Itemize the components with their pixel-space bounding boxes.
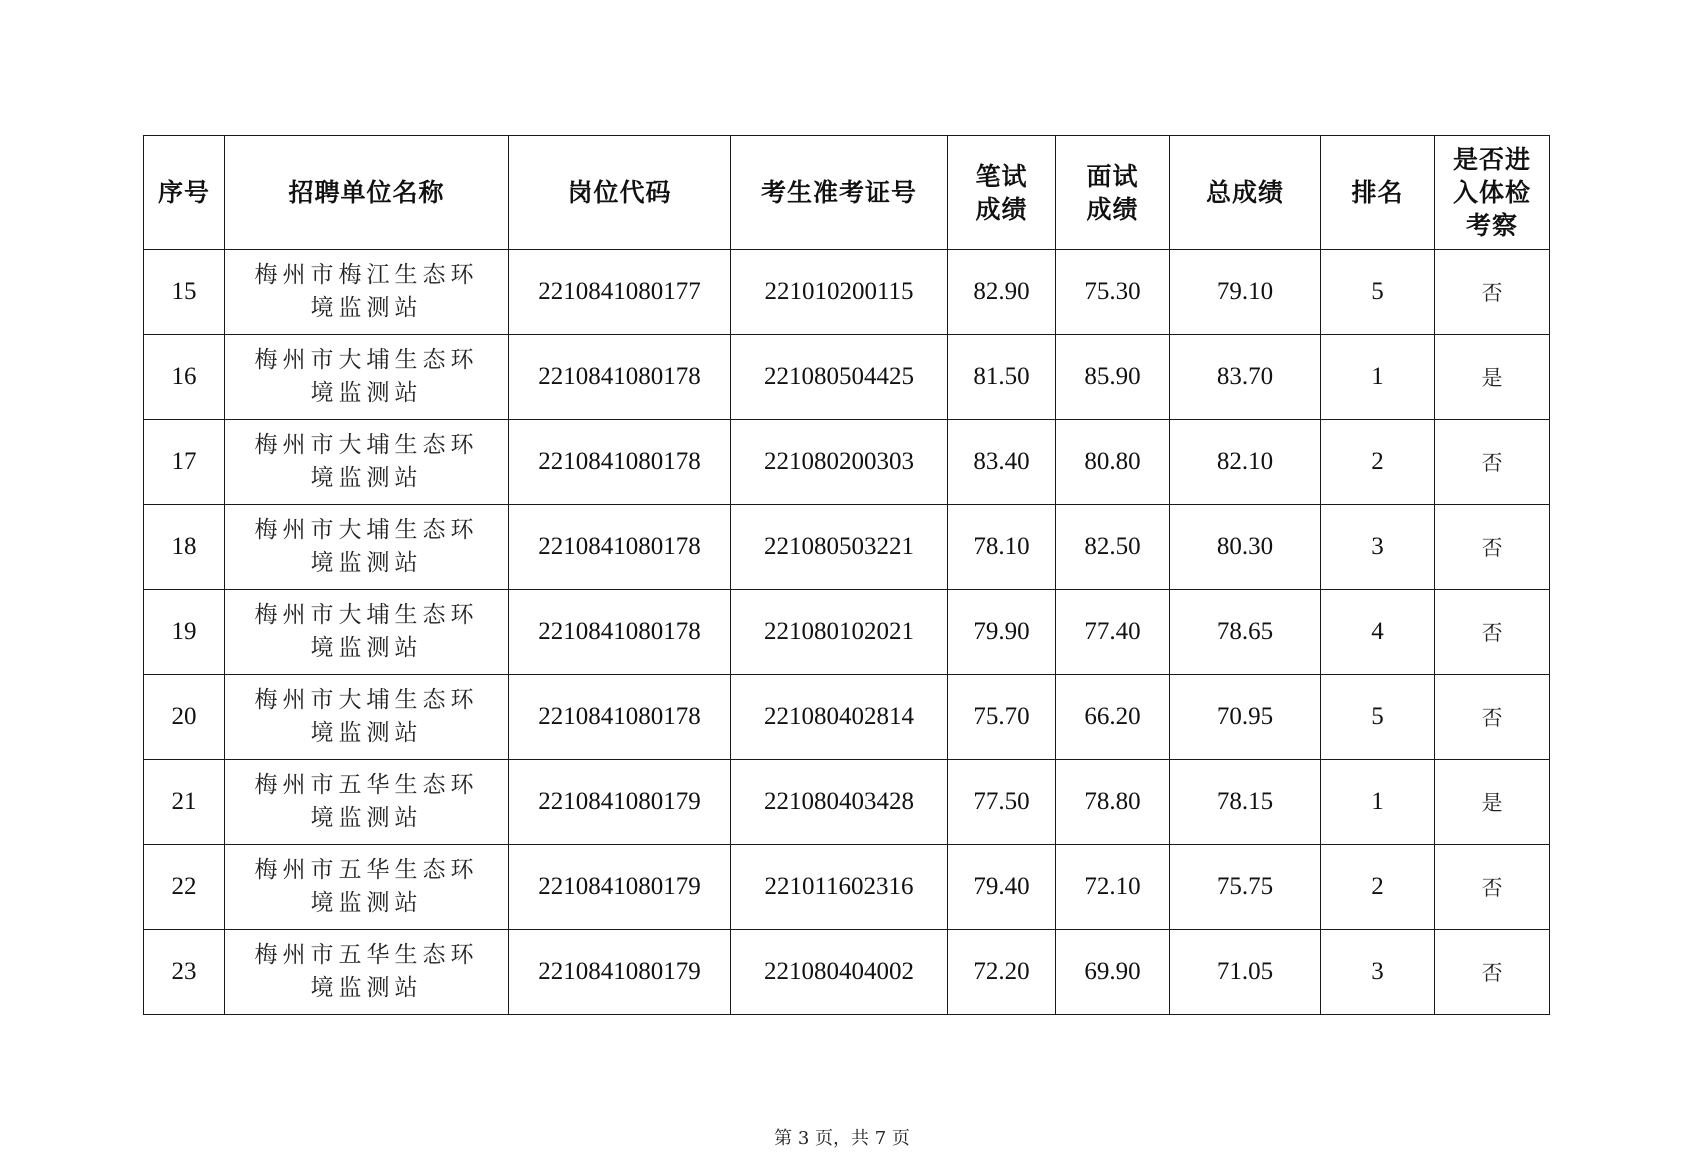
cell-rank: 3 xyxy=(1321,930,1435,1015)
header-seq: 序号 xyxy=(144,136,225,250)
cell-exam-number: 221080404002 xyxy=(731,930,948,1015)
cell-unit-name xyxy=(225,420,509,505)
cell-position-code: 2210841080179 xyxy=(509,930,731,1015)
header-interview-score xyxy=(1056,136,1170,250)
cell-unit-name xyxy=(225,930,509,1015)
unit-name-text: 梅州市大埔生态环境监测站 xyxy=(254,517,479,576)
cell-exam-number: 221080200303 xyxy=(731,420,948,505)
header-unit-name: 招聘单位名称 xyxy=(225,136,509,250)
cell-enter-exam: 否 xyxy=(1435,420,1550,505)
results-table xyxy=(143,135,1550,1015)
header-enter-exam xyxy=(1435,136,1550,250)
cell-interview-score: 72.10 xyxy=(1056,845,1170,930)
cell-interview-score: 85.90 xyxy=(1056,335,1170,420)
cell-written-score: 77.50 xyxy=(948,760,1056,845)
table-row xyxy=(144,335,1550,420)
table-row xyxy=(144,760,1550,845)
cell-exam-number: 221080102021 xyxy=(731,590,948,675)
cell-interview-score: 82.50 xyxy=(1056,505,1170,590)
cell-interview-score: 66.20 xyxy=(1056,675,1170,760)
cell-position-code: 2210841080177 xyxy=(509,250,731,335)
cell-written-score: 79.40 xyxy=(948,845,1056,930)
table-row xyxy=(144,675,1550,760)
cell-unit-name xyxy=(225,335,509,420)
cell-interview-score: 78.80 xyxy=(1056,760,1170,845)
cell-exam-number: 221080402814 xyxy=(731,675,948,760)
cell-interview-score: 75.30 xyxy=(1056,250,1170,335)
header-rank: 排名 xyxy=(1321,136,1435,250)
cell-written-score: 72.20 xyxy=(948,930,1056,1015)
table-row xyxy=(144,250,1550,335)
unit-name-text: 梅州市五华生态环境监测站 xyxy=(254,942,479,1001)
cell-written-score: 78.10 xyxy=(948,505,1056,590)
cell-rank: 2 xyxy=(1321,420,1435,505)
cell-written-score: 82.90 xyxy=(948,250,1056,335)
cell-position-code: 2210841080179 xyxy=(509,760,731,845)
page-number: 第 3 页，共 7 页 xyxy=(774,1128,910,1149)
cell-rank: 4 xyxy=(1321,590,1435,675)
unit-name-text: 梅州市大埔生态环境监测站 xyxy=(254,602,479,661)
cell-position-code: 2210841080179 xyxy=(509,845,731,930)
cell-enter-exam: 否 xyxy=(1435,505,1550,590)
cell-total-score: 75.75 xyxy=(1170,845,1321,930)
cell-position-code: 2210841080178 xyxy=(509,590,731,675)
cell-total-score: 82.10 xyxy=(1170,420,1321,505)
cell-rank: 2 xyxy=(1321,845,1435,930)
cell-seq: 22 xyxy=(144,845,225,930)
cell-enter-exam: 是 xyxy=(1435,760,1550,845)
cell-total-score: 78.15 xyxy=(1170,760,1321,845)
cell-position-code: 2210841080178 xyxy=(509,505,731,590)
cell-seq: 19 xyxy=(144,590,225,675)
header-row xyxy=(144,136,1550,250)
header-interview-score-label: 面试成绩 xyxy=(1086,161,1139,224)
cell-exam-number: 221080504425 xyxy=(731,335,948,420)
cell-written-score: 81.50 xyxy=(948,335,1056,420)
unit-name-text: 梅州市梅江生态环境监测站 xyxy=(254,262,479,321)
header-position-code: 岗位代码 xyxy=(509,136,731,250)
table-row xyxy=(144,505,1550,590)
cell-unit-name xyxy=(225,590,509,675)
cell-written-score: 79.90 xyxy=(948,590,1056,675)
cell-rank: 3 xyxy=(1321,505,1435,590)
cell-seq: 17 xyxy=(144,420,225,505)
header-written-score-label: 笔试成绩 xyxy=(975,161,1028,224)
header-total-score: 总成绩 xyxy=(1170,136,1321,250)
header-written-score xyxy=(948,136,1056,250)
cell-unit-name xyxy=(225,250,509,335)
cell-rank: 1 xyxy=(1321,760,1435,845)
header-exam-number: 考生准考证号 xyxy=(731,136,948,250)
cell-seq: 15 xyxy=(144,250,225,335)
cell-total-score: 83.70 xyxy=(1170,335,1321,420)
cell-total-score: 71.05 xyxy=(1170,930,1321,1015)
unit-name-text: 梅州市五华生态环境监测站 xyxy=(254,857,479,916)
cell-enter-exam: 否 xyxy=(1435,590,1550,675)
cell-unit-name xyxy=(225,845,509,930)
header-enter-exam-label: 是否进入体检考察 xyxy=(1452,145,1531,240)
cell-seq: 21 xyxy=(144,760,225,845)
cell-seq: 16 xyxy=(144,335,225,420)
cell-exam-number: 221080403428 xyxy=(731,760,948,845)
cell-written-score: 75.70 xyxy=(948,675,1056,760)
cell-position-code: 2210841080178 xyxy=(509,675,731,760)
cell-total-score: 70.95 xyxy=(1170,675,1321,760)
cell-exam-number: 221010200115 xyxy=(731,250,948,335)
cell-interview-score: 77.40 xyxy=(1056,590,1170,675)
table-body xyxy=(144,250,1550,1015)
cell-seq: 20 xyxy=(144,675,225,760)
cell-position-code: 2210841080178 xyxy=(509,420,731,505)
cell-unit-name xyxy=(225,505,509,590)
cell-interview-score: 80.80 xyxy=(1056,420,1170,505)
cell-unit-name xyxy=(225,760,509,845)
cell-seq: 23 xyxy=(144,930,225,1015)
cell-enter-exam: 否 xyxy=(1435,250,1550,335)
unit-name-text: 梅州市五华生态环境监测站 xyxy=(254,772,479,831)
unit-name-text: 梅州市大埔生态环境监测站 xyxy=(254,432,479,491)
cell-rank: 1 xyxy=(1321,335,1435,420)
unit-name-text: 梅州市大埔生态环境监测站 xyxy=(254,687,479,746)
table-row xyxy=(144,930,1550,1015)
table-row xyxy=(144,420,1550,505)
cell-enter-exam: 是 xyxy=(1435,335,1550,420)
cell-rank: 5 xyxy=(1321,675,1435,760)
cell-total-score: 78.65 xyxy=(1170,590,1321,675)
table-row xyxy=(144,590,1550,675)
cell-rank: 5 xyxy=(1321,250,1435,335)
cell-enter-exam: 否 xyxy=(1435,675,1550,760)
cell-position-code: 2210841080178 xyxy=(509,335,731,420)
cell-total-score: 80.30 xyxy=(1170,505,1321,590)
cell-written-score: 83.40 xyxy=(948,420,1056,505)
cell-total-score: 79.10 xyxy=(1170,250,1321,335)
cell-enter-exam: 否 xyxy=(1435,845,1550,930)
cell-seq: 18 xyxy=(144,505,225,590)
cell-unit-name xyxy=(225,675,509,760)
cell-enter-exam: 否 xyxy=(1435,930,1550,1015)
cell-interview-score: 69.90 xyxy=(1056,930,1170,1015)
cell-exam-number: 221080503221 xyxy=(731,505,948,590)
cell-exam-number: 221011602316 xyxy=(731,845,948,930)
table-row xyxy=(144,845,1550,930)
unit-name-text: 梅州市大埔生态环境监测站 xyxy=(254,347,479,406)
